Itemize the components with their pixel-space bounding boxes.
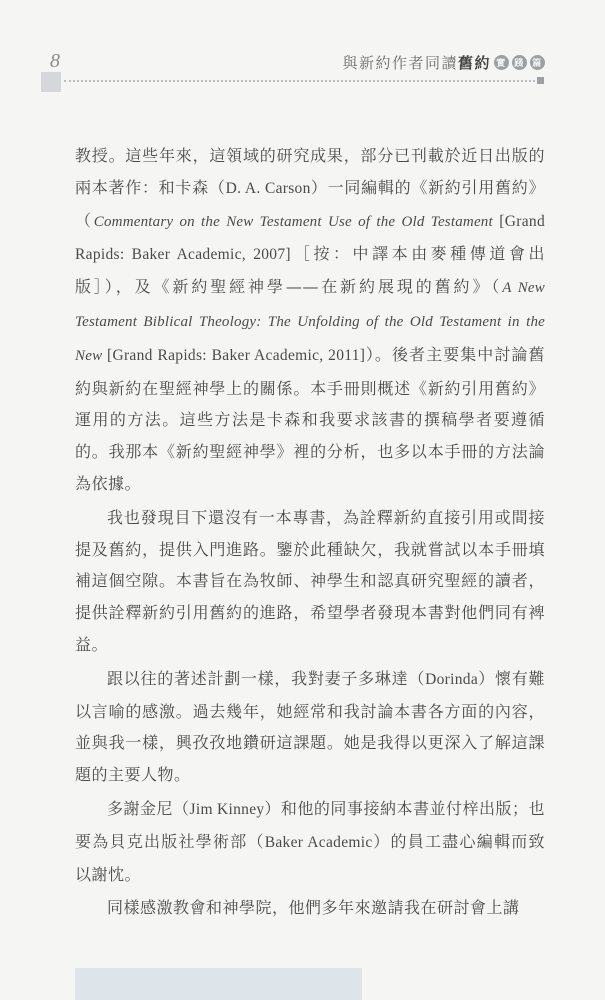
body-paragraph: [75, 502, 545, 661]
text-run: 同樣感激教會和神學院，他們多年來邀請我在研討會上講: [107, 898, 520, 918]
running-title-bold: 舊約: [457, 54, 491, 72]
text-run: 教授。這些年來，這領域的研究成果，部分已刊載於近日出版的兩本著作：和卡森（: [75, 146, 545, 197]
body-paragraph: [75, 793, 545, 890]
text-run: 跟以往的著述計劃一樣，我對妻子多琳達（: [107, 668, 426, 688]
italic-title: A New Testament Biblical Theology: The Unfolding of the Old Testament in the New: [75, 280, 545, 364]
text-run: ）懷有難以言喻的感激。過去幾年，她經常和我討論本書各方面的內容，並與我一樣，興孜孜地鑽研這課題。她是我得以更深入了解這課題的主要人物。: [75, 668, 545, 785]
text-run: ［按：中譯本由麥種傳道會出版］），及《新約聖經神學——在新約展現的舊約》（: [75, 244, 545, 297]
title-seal-2: 踐: [512, 55, 527, 70]
text-run: ）和他的同事接納本書並付梓出版；也要為貝克出版社學術部（: [75, 798, 545, 851]
latin-text: Baker Academic: [264, 833, 373, 851]
bottom-decoration: [75, 968, 362, 1000]
latin-text: [Grand Rapids: Baker Academic, 2011]: [102, 346, 366, 364]
text-run: 我也發現目下還沒有一本專書，為詮釋新約直接引用或間接提及舊約，提供入門進路。鑒於此種缺欠，我就嘗試以本手冊填補這個空隙。本書旨在為牧師、神學生和認真研究聖經的讀者，提供詮釋新約引用舊約的進路，希望學者發現本書對他們同有裨益。: [75, 507, 545, 654]
running-title: [342, 52, 545, 73]
header-dotted-rule: [64, 80, 539, 82]
latin-text: D. A. Carson: [225, 179, 311, 197]
body-text: [75, 140, 545, 926]
latin-text: [Grand Rapids: Baker Academic, 2007]: [75, 212, 545, 264]
header-rule-end-square: [537, 77, 544, 84]
body-paragraph: [75, 892, 545, 924]
text-run: ）。後者主要集中討論舊約與新約在聖經神學上的關係。本手冊則概述《新約引用舊約》運用的方法。這些方法是卡森和我要求該書的撰稿學者要遵循的。我那本《新約聖經神學》裡的分析，也多以本手冊的方法論為依據。: [75, 344, 545, 493]
title-seal-3: 篇: [530, 55, 545, 70]
latin-text: Jim Kinney: [189, 800, 265, 818]
text-run: ）一同編輯的《新約引用舊約》（: [75, 177, 545, 230]
text-run: 多謝金尼（: [107, 798, 190, 818]
body-paragraph: [75, 663, 545, 791]
running-title-prefix: 與新約作者同讀: [342, 54, 458, 72]
title-seal-1: 實: [494, 55, 509, 70]
page-number: 8: [50, 50, 60, 72]
latin-text: Dorinda: [425, 670, 479, 688]
corner-decoration: [41, 72, 61, 92]
text-run: ）的員工盡心編輯而致以謝忱。: [75, 831, 545, 884]
italic-title: Commentary on the New Testament Use of the Old Testament: [93, 213, 493, 230]
body-paragraph: [75, 140, 545, 500]
